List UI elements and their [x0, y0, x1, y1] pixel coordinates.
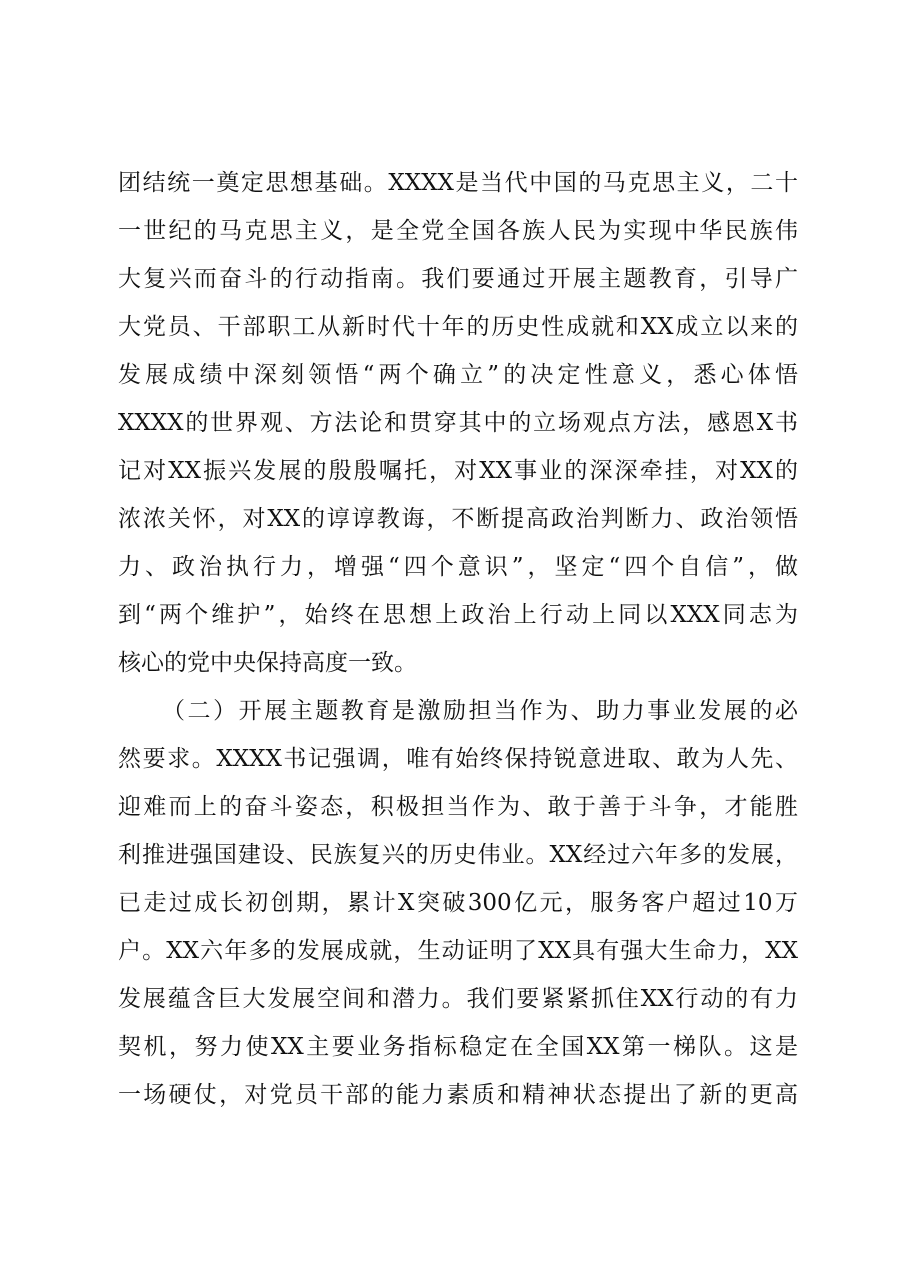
paragraph-line: 记对XX振兴发展的殷殷嘱托，对XX事业的深深牵挂，对XX的 — [118, 458, 798, 484]
paragraph-line: 契机，努力使XX主要业务指标稳定在全国XX第一梯队。这是 — [118, 1034, 798, 1060]
paragraph-line: 然要求。XXXX书记强调，唯有始终保持锐意进取、敢为人先、 — [118, 746, 798, 772]
paragraph-line: 已走过成长初创期，累计X突破300亿元，服务客户超过10万 — [118, 890, 798, 916]
paragraph-line: XXXX的世界观、方法论和贯穿其中的立场观点方法，感恩X书 — [118, 410, 798, 436]
paragraph-line: 大复兴而奋斗的行动指南。我们要通过开展主题教育，引导广 — [118, 266, 798, 292]
paragraph-line: 发展蕴含巨大发展空间和潜力。我们要紧紧抓住XX行动的有力 — [118, 986, 798, 1012]
paragraph-line: 团结统一奠定思想基础。XXXX是当代中国的马克思主义，二十 — [118, 170, 798, 196]
paragraph-line: 力、政治执行力，增强“四个意识”，坚定“四个自信”，做 — [118, 554, 798, 580]
paragraph-line: 核心的党中央保持高度一致。 — [118, 650, 417, 676]
paragraph-line: 一场硬仗，对党员干部的能力素质和精神状态提出了新的更高 — [118, 1082, 798, 1108]
paragraph-line: 浓浓关怀，对XX的谆谆教诲，不断提高政治判断力、政治领悟 — [118, 506, 798, 532]
paragraph-line: 到“两个维护”，始终在思想上政治上行动上同以XXX同志为 — [118, 602, 798, 628]
paragraph-line: （二）开展主题教育是激励担当作为、助力事业发展的必 — [162, 698, 798, 724]
paragraph-line: 大党员、干部职工从新时代十年的历史性成就和XX成立以来的 — [118, 314, 798, 340]
paragraph-line: 迎难而上的奋斗姿态，积极担当作为、敢于善于斗争，才能胜 — [118, 794, 798, 820]
paragraph-line: 利推进强国建设、民族复兴的历史伟业。XX经过六年多的发展， — [118, 842, 798, 868]
paragraph-line: 发展成绩中深刻领悟“两个确立”的决定性意义，悉心体悟 — [118, 362, 798, 388]
paragraph-line: 户。XX六年多的发展成就，生动证明了XX具有强大生命力，XX — [118, 938, 798, 964]
paragraph-line: 一世纪的马克思主义，是全党全国各族人民为实现中华民族伟 — [118, 218, 798, 244]
